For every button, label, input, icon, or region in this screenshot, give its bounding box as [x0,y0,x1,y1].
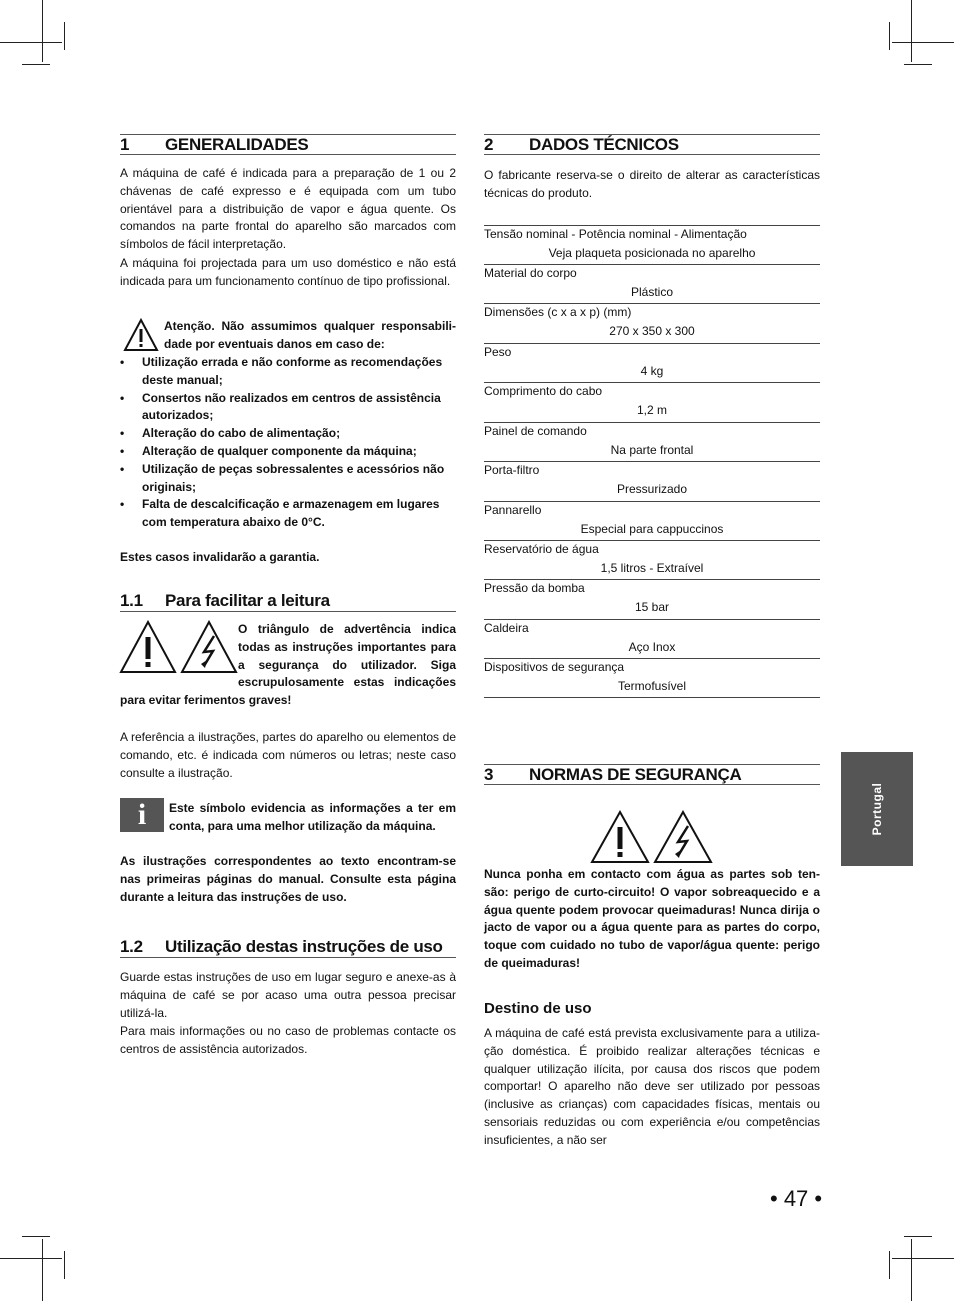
guarantee-note: Estes casos invalidarão a garantia. [120,550,320,564]
list-item: • Consertos não realizados em centros de assistência autorizados; [120,390,456,426]
crop-mark [0,1258,62,1259]
language-tab-label: Portugal [870,782,884,836]
list-item: • Utilização de peças sobressalentes e acessórios não originais; [120,461,456,497]
table-row: Dispositivos de segurança Termofusível [484,658,820,698]
crop-mark [42,0,43,62]
crop-mark [911,1239,912,1301]
page-number: • 47 • [770,1186,823,1211]
list-item: • Alteração de qualquer componente da máquina; [120,443,456,461]
electric-hazard-icon [653,810,713,864]
paragraph: Para mais informações ou no caso de problemas contacte os centros de assistência autorizados. [120,1024,456,1056]
crop-mark [64,22,65,50]
paragraph: O fabricante reserva-se o direito de alterar as características técnicas do produto. [484,168,820,200]
table-row: Porta-filtro Pressurizado [484,461,820,500]
section-1-2-heading [120,937,456,958]
section-title: GENERALIDADES [165,135,309,154]
crop-mark [904,1236,932,1237]
section-1-heading [120,134,456,155]
list-item: • Utilização errada e não conforme as recomendações deste manual; [120,354,456,390]
section-2-heading [484,134,820,155]
subheading: Destino de uso [484,1000,592,1017]
table-row: Pannarello Especial para cappuccinos [484,501,820,540]
table-row: Peso 4 kg [484,343,820,382]
crop-mark [889,1251,890,1279]
table-row: Tensão nominal - Potência nominal - Alimentação Veja plaqueta posicionada no aparelho [484,225,820,264]
table-row: Comprimento do cabo 1,2 m [484,382,820,421]
crop-mark [892,42,954,43]
bullet-list [120,354,456,532]
table-row: Painel de comando Na parte frontal [484,422,820,461]
paragraph: A referência a ilustrações, partes do aparelho ou elementos de comando, etc. é indicada com números ou letras; neste caso consulte a ilustração. [120,730,456,780]
warning-symbol-text: O triângulo de advertência indica todas as instruções importantes para a segurança do utilizador. Siga escrupulosamente estas indicações para evitar ferimentos graves! [120,622,456,708]
crop-mark [911,0,912,62]
paragraph: Guarde estas instruções de uso em lugar seguro e anexe-as à máquina de café se por acaso uma outra pessoa precisar utilizá-la. [120,970,456,1020]
section-1-1-heading [120,591,456,612]
paragraph: As ilustrações correspondentes ao texto encontram-se nas primeiras páginas do manual. Consulte esta página durante a leitura das instruções de uso. [120,854,456,904]
spec-table [484,225,820,698]
info-icon: i [120,798,164,832]
crop-mark [22,64,50,65]
crop-mark [889,22,890,50]
table-row: Material do corpo Plástico [484,264,820,303]
table-row: Pressão da bomba 15 bar [484,579,820,618]
warning-triangle-icon [123,318,159,352]
section-number: 1 [120,135,130,154]
safety-warning-text: Nunca ponha em contacto com água as partes sob tensão: perigo de curto-circuito! O vapor sobreaquecido e a água quente podem provocar queimaduras! Nunca dirija o jacto de vapor ou a água quente para as partes do corpo, toque com cuidado no tubo de vapor/água quente: perigo de queimaduras! [484,867,820,970]
section-title: NORMAS DE SEGURANÇA [529,765,742,784]
crop-mark [892,1258,954,1259]
paragraph: A máquina de café está prevista exclusivamente para a utilização doméstica. É proibido realizar alterações técnicas e qualquer utilização ilícita, por causa dos riscos que podem comportar! O aparelho não deve ser utilizado por pessoas (inclusive as crianças) com capacidades físicas, mentais ou sensoriais reduzidas ou com experiência e/ou competências insuficientes, a não ser [484,1026,820,1147]
section-number: 1.1 [120,591,143,610]
table-row: Dimensões (c x a x p) (mm) 270 x 350 x 300 [484,303,820,342]
paragraph: A máquina foi projectada para um uso doméstico e não está indicada para um funcionamento contínuo de tipo profissional. [120,256,456,288]
list-item: • Alteração do cabo de alimentação; [120,425,456,443]
crop-mark [64,1251,65,1279]
info-text: Este símbolo evidencia as informações a ter em conta, para uma melhor utilização da máquina. [169,801,456,833]
section-title: DADOS TÉCNICOS [529,135,679,154]
list-item: • Falta de descalcificação e armazenagem em lugares com temperatura abaixo de 0°C. [120,496,456,532]
crop-mark [904,64,932,65]
warning-triangle-icon [590,810,650,864]
warning-text: Atenção. Não assumimos qualquer responsabilidade por eventuais danos em caso de: [164,319,456,351]
crop-mark [22,1236,50,1237]
section-number: 3 [484,765,494,784]
section-number: 1.2 [120,937,143,956]
section-title: Para facilitar a leitura [165,591,330,610]
table-row: Caldeira Aço Inox [484,619,820,658]
crop-mark [42,1239,43,1301]
section-3-heading [484,764,820,785]
table-row: Reservatório de água 1,5 litros - Extraível [484,540,820,579]
language-tab [841,752,913,866]
section-title: Utilização destas instruções de uso [165,937,443,956]
section-number: 2 [484,135,494,154]
crop-mark [0,42,62,43]
paragraph: A máquina de café é indicada para a preparação de 1 ou 2 chávenas de café expresso e é equipada com um tubo orientável para a distribuição de vapor e água quente. Os comandos na parte frontal do aparelho são marcados com símbolos de fácil interpretação. [120,166,456,252]
